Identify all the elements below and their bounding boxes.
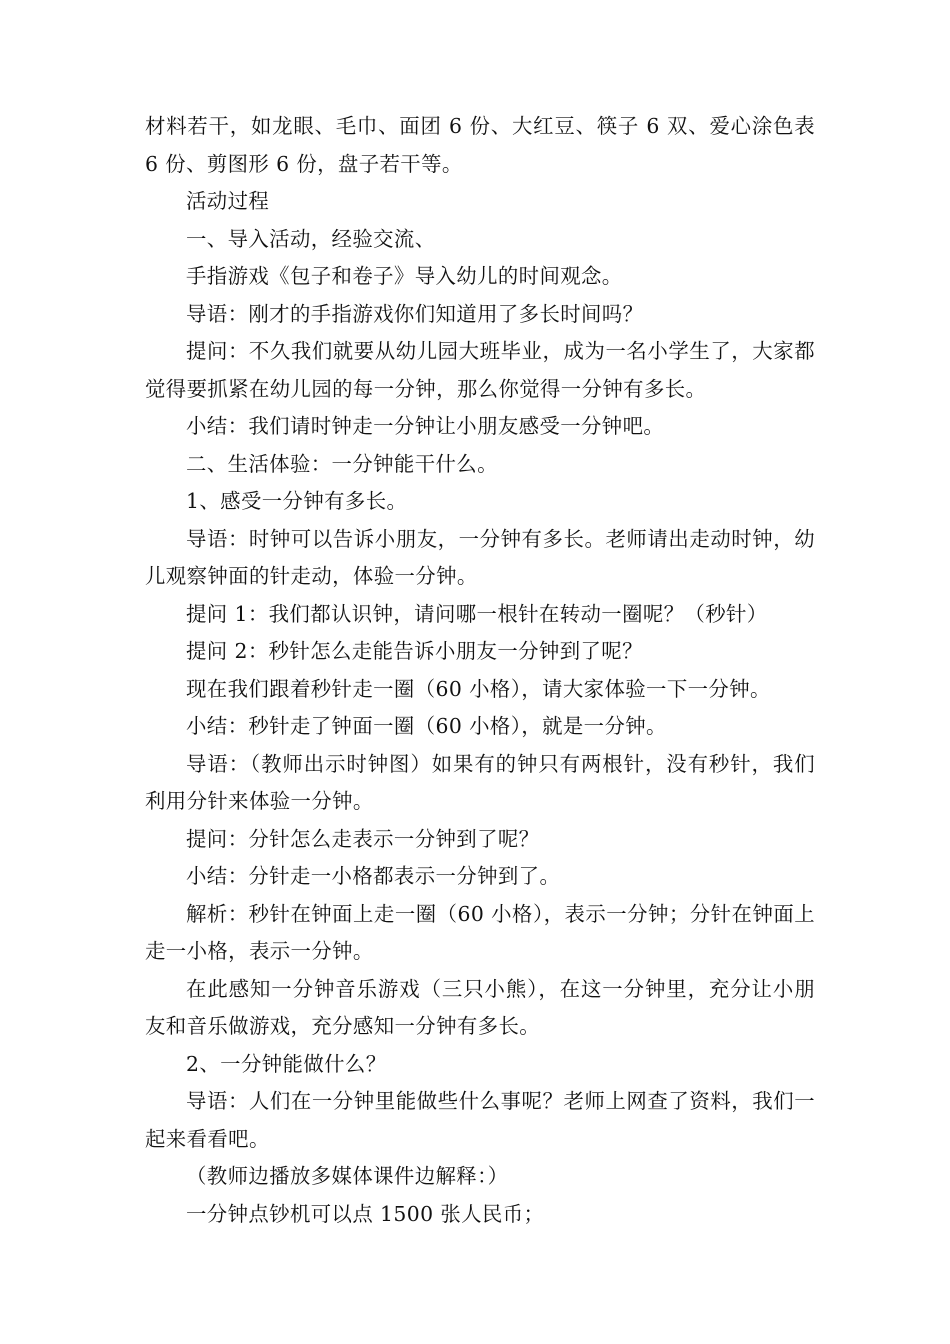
subsection-heading: 2、一分钟能做什么？ <box>186 1051 387 1076</box>
paragraph: 导语：刚才的手指游戏你们知道用了多长时间吗？ <box>186 301 644 326</box>
paragraph: 小结：我们请时钟走一分钟让小朋友感受一分钟吧。 <box>186 414 665 438</box>
paragraph: 导语：人们在一分钟里能做些什么事呢？老师上网查了资料，我们一起来看看吧。 <box>145 1089 815 1151</box>
paragraph: 小结：秒针走了钟面一圈（60 小格），就是一分钟。 <box>186 714 667 738</box>
paragraph: 提问：分针怎么走表示一分钟到了呢？ <box>186 826 540 851</box>
section-heading: 一、导入活动，经验交流、 <box>186 226 436 251</box>
document-body <box>145 108 815 1233</box>
paragraph: 提问 1：我们都认识钟，请问哪一根针在转动一圈呢？（秒针） <box>186 601 768 626</box>
paragraph: 在此感知一分钟音乐游戏（三只小熊），在这一分钟里，充分让小朋友和音乐做游戏，充分感知一分钟有多长。 <box>145 976 815 1038</box>
paragraph: 小结：分针走一小格都表示一分钟到了。 <box>186 864 561 888</box>
subsection-heading: 1、感受一分钟有多长。 <box>186 489 408 513</box>
paragraph: 提问 2：秒针怎么走能告诉小朋友一分钟到了呢？ <box>186 639 643 663</box>
paragraph: 导语：（教师出示时钟图）如果有的钟只有两根针，没有秒针，我们利用分针来体验一分钟。 <box>145 751 815 813</box>
paragraph: 手指游戏《包子和卷子》导入幼儿的时间观念。 <box>186 264 623 288</box>
paragraph: 提问：不久我们就要从幼儿园大班毕业，成为一名小学生了，大家都觉得要抓紧在幼儿园的每一分钟，那么你觉得一分钟有多长。 <box>145 339 815 401</box>
paragraph: 材料若干，如龙眼、毛巾、面团 6 份、大红豆、筷子 6 双、爱心涂色表 6 份、剪图形 6 份，盘子若干等。 <box>145 114 815 176</box>
paragraph: 一分钟点钞机可以点 1500 张人民币； <box>186 1201 545 1226</box>
paragraph: （教师边播放多媒体课件边解释：） <box>186 1164 509 1188</box>
section-heading: 二、生活体验：一分钟能干什么。 <box>186 451 498 476</box>
paragraph: 现在我们跟着秒针走一圈（60 小格），请大家体验一下一分钟。 <box>186 676 771 701</box>
paragraph: 解析：秒针在钟面上走一圈（60 小格），表示一分钟；分针在钟面上走一小格，表示一分钟。 <box>145 901 815 963</box>
paragraph: 导语：时钟可以告诉小朋友，一分钟有多长。老师请出走动时钟，幼儿观察钟面的针走动，体验一分钟。 <box>145 526 815 588</box>
paragraph: 活动过程 <box>186 189 270 213</box>
